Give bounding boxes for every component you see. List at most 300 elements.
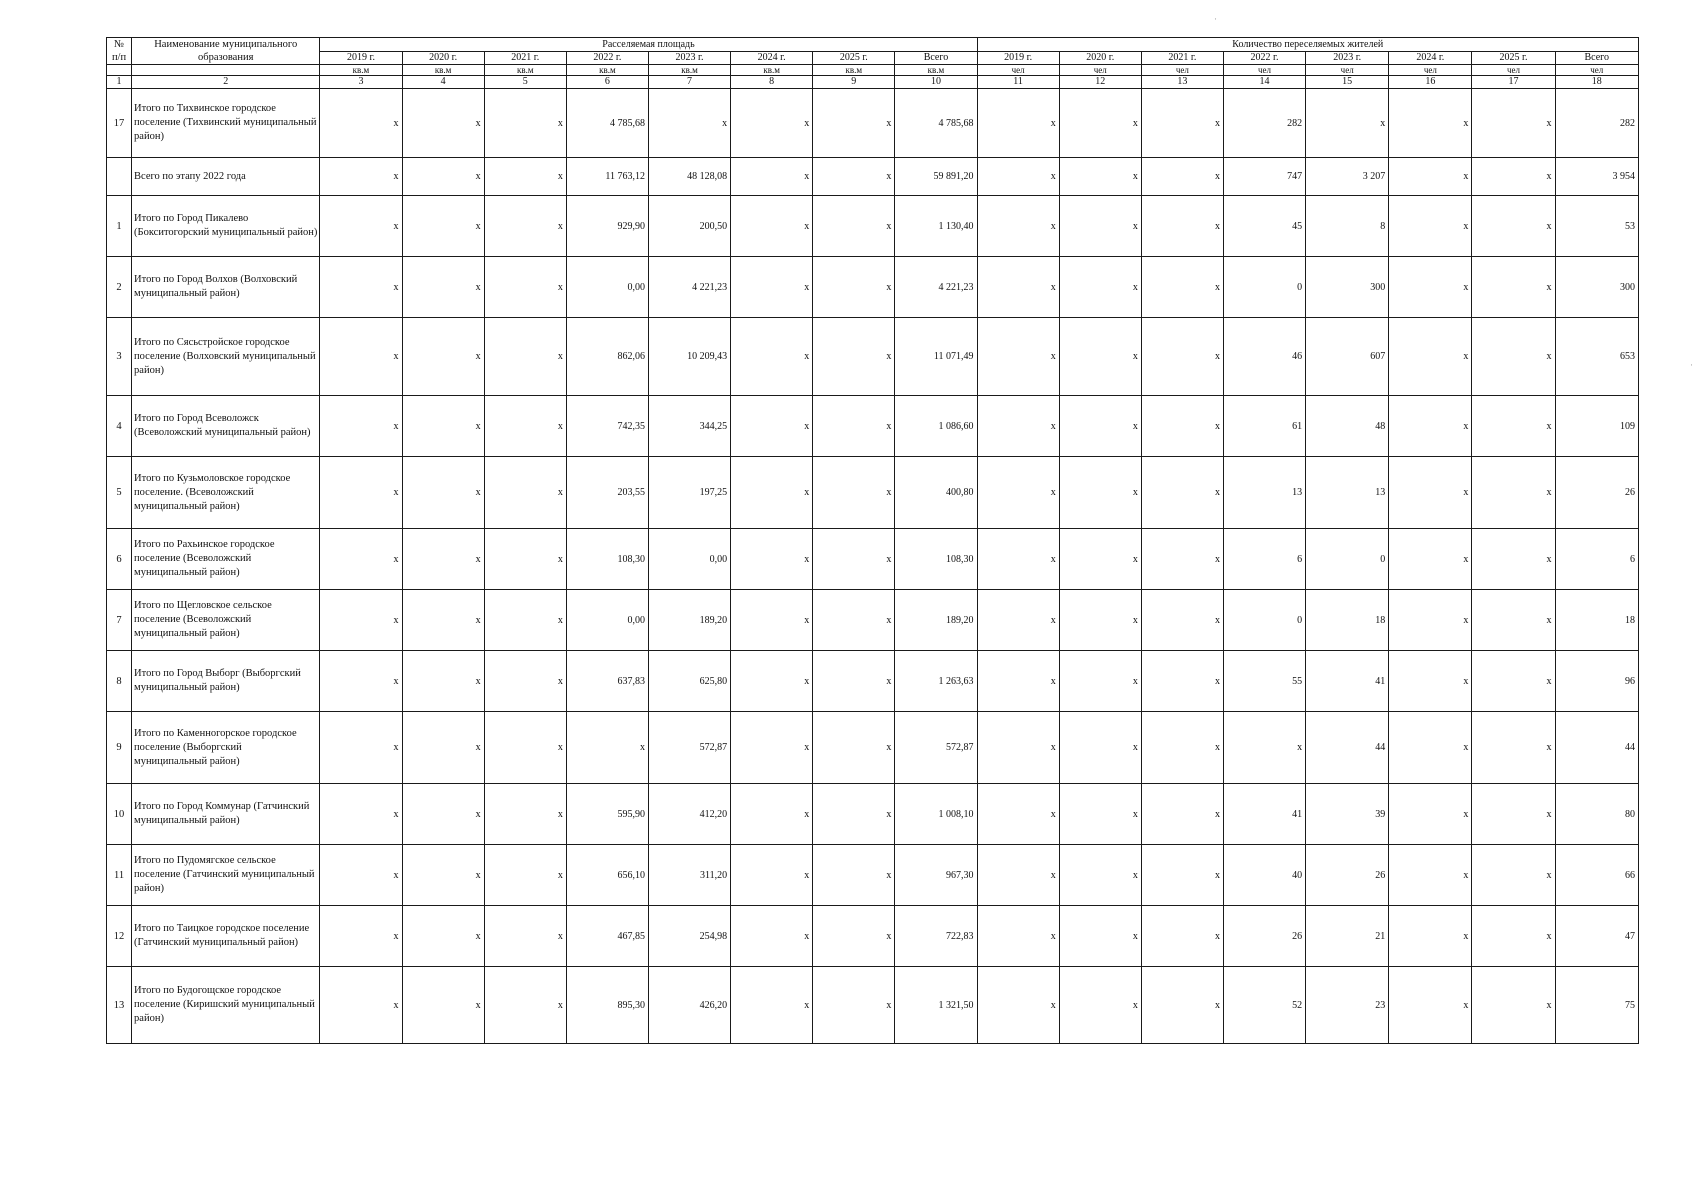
table-row bbox=[107, 318, 1639, 396]
area-value: x bbox=[402, 529, 484, 590]
people-value: x bbox=[1389, 651, 1472, 712]
years-header-row bbox=[107, 51, 1639, 65]
area-value: x bbox=[484, 712, 566, 784]
people-value: 6 bbox=[1223, 529, 1305, 590]
people-value: x bbox=[1223, 712, 1305, 784]
municipality-name: Итого по Сясьстройское городское поселение (Волховский муниципальный район) bbox=[132, 318, 320, 396]
people-year-header: 2022 г. bbox=[1223, 51, 1305, 65]
area-value: x bbox=[731, 967, 813, 1044]
municipality-name: Итого по Город Коммунар (Гатчинский муниципальный район) bbox=[132, 784, 320, 845]
municipality-name: Итого по Щегловское сельское поселение (Всеволожский муниципальный район) bbox=[132, 590, 320, 651]
column-number-cell: 13 bbox=[1141, 76, 1223, 89]
area-unit-cell: кв.м bbox=[813, 65, 895, 76]
area-value: 4 221,23 bbox=[648, 257, 730, 318]
people-unit-cell: чел bbox=[1472, 65, 1555, 76]
area-value: 10 209,43 bbox=[648, 318, 730, 396]
people-value: 282 bbox=[1555, 89, 1638, 158]
area-value: 1 130,40 bbox=[895, 196, 977, 257]
people-value: 66 bbox=[1555, 845, 1638, 906]
area-value: 344,25 bbox=[648, 396, 730, 457]
people-value: x bbox=[1141, 89, 1223, 158]
people-unit-cell: чел bbox=[977, 65, 1059, 76]
area-value: x bbox=[731, 89, 813, 158]
area-value: 929,90 bbox=[566, 196, 648, 257]
people-value: 13 bbox=[1223, 457, 1305, 529]
people-value: x bbox=[1059, 158, 1141, 196]
row-number: 4 bbox=[107, 396, 132, 457]
people-group-header: Количество переселяемых жителей bbox=[977, 38, 1638, 52]
row-number: 13 bbox=[107, 967, 132, 1044]
col-header-number: № п/п bbox=[107, 38, 132, 65]
municipality-name: Итого по Город Всеволожск (Всеволожский муниципальный район) bbox=[132, 396, 320, 457]
area-value: 108,30 bbox=[566, 529, 648, 590]
area-value: x bbox=[402, 651, 484, 712]
people-value: x bbox=[1141, 529, 1223, 590]
row-number: 5 bbox=[107, 457, 132, 529]
people-value: 109 bbox=[1555, 396, 1638, 457]
people-value: x bbox=[1472, 89, 1555, 158]
area-value: 48 128,08 bbox=[648, 158, 730, 196]
row-number: 11 bbox=[107, 845, 132, 906]
people-unit-cell: чел bbox=[1223, 65, 1305, 76]
area-value: x bbox=[484, 196, 566, 257]
area-value: x bbox=[402, 257, 484, 318]
people-value: 300 bbox=[1306, 257, 1389, 318]
area-value: x bbox=[813, 845, 895, 906]
area-value: x bbox=[402, 845, 484, 906]
people-value: x bbox=[1472, 318, 1555, 396]
people-value: x bbox=[977, 318, 1059, 396]
people-value: x bbox=[1472, 651, 1555, 712]
area-value: x bbox=[484, 967, 566, 1044]
area-value: x bbox=[813, 529, 895, 590]
table-row bbox=[107, 529, 1639, 590]
people-value: x bbox=[1472, 396, 1555, 457]
people-value: 26 bbox=[1306, 845, 1389, 906]
municipality-name: Итого по Город Выборг (Выборгский муниципальный район) bbox=[132, 651, 320, 712]
area-value: x bbox=[731, 257, 813, 318]
people-value: 300 bbox=[1555, 257, 1638, 318]
people-value: 80 bbox=[1555, 784, 1638, 845]
area-value: 1 263,63 bbox=[895, 651, 977, 712]
people-value: 653 bbox=[1555, 318, 1638, 396]
people-value: x bbox=[1059, 651, 1141, 712]
row-number: 8 bbox=[107, 651, 132, 712]
people-value: x bbox=[1389, 529, 1472, 590]
people-unit-cell: чел bbox=[1389, 65, 1472, 76]
unit-cell-empty bbox=[132, 65, 320, 76]
area-year-header: 2020 г. bbox=[402, 51, 484, 65]
people-value: 39 bbox=[1306, 784, 1389, 845]
area-year-header: 2023 г. bbox=[648, 51, 730, 65]
area-unit-cell: кв.м bbox=[402, 65, 484, 76]
area-value: 722,83 bbox=[895, 906, 977, 967]
area-value: x bbox=[484, 257, 566, 318]
table-row bbox=[107, 784, 1639, 845]
people-value: 47 bbox=[1555, 906, 1638, 967]
column-number-cell: 14 bbox=[1223, 76, 1305, 89]
people-value: 18 bbox=[1555, 590, 1638, 651]
people-value: 26 bbox=[1555, 457, 1638, 529]
people-value: 23 bbox=[1306, 967, 1389, 1044]
table-row bbox=[107, 257, 1639, 318]
people-value: x bbox=[977, 196, 1059, 257]
area-unit-cell: кв.м bbox=[731, 65, 813, 76]
area-unit-cell: кв.м bbox=[484, 65, 566, 76]
area-value: x bbox=[484, 784, 566, 845]
area-value: x bbox=[402, 784, 484, 845]
area-value: x bbox=[320, 590, 402, 651]
area-value: x bbox=[813, 784, 895, 845]
area-value: x bbox=[320, 906, 402, 967]
column-number-cell: 17 bbox=[1472, 76, 1555, 89]
municipality-name: Итого по Тихвинское городское поселение (Тихвинский муниципальный район) bbox=[132, 89, 320, 158]
people-value: x bbox=[1141, 906, 1223, 967]
people-value: x bbox=[1141, 967, 1223, 1044]
people-value: x bbox=[1389, 906, 1472, 967]
people-value: 46 bbox=[1223, 318, 1305, 396]
column-number-cell: 5 bbox=[484, 76, 566, 89]
area-year-header: 2022 г. bbox=[566, 51, 648, 65]
people-value: x bbox=[1389, 158, 1472, 196]
people-value: x bbox=[1389, 318, 1472, 396]
area-value: 625,80 bbox=[648, 651, 730, 712]
people-value: 607 bbox=[1306, 318, 1389, 396]
people-year-header: 2023 г. bbox=[1306, 51, 1389, 65]
people-year-header: 2025 г. bbox=[1472, 51, 1555, 65]
area-value: x bbox=[402, 89, 484, 158]
area-value: x bbox=[813, 396, 895, 457]
people-year-header: 2021 г. bbox=[1141, 51, 1223, 65]
column-number-cell: 3 bbox=[320, 76, 402, 89]
area-value: x bbox=[484, 89, 566, 158]
table-row bbox=[107, 396, 1639, 457]
people-value: x bbox=[1389, 967, 1472, 1044]
column-number-cell: 11 bbox=[977, 76, 1059, 89]
people-value: x bbox=[1059, 196, 1141, 257]
area-value: x bbox=[320, 529, 402, 590]
people-value: 53 bbox=[1555, 196, 1638, 257]
people-value: 13 bbox=[1306, 457, 1389, 529]
area-group-header: Расселяемая площадь bbox=[320, 38, 977, 52]
people-value: x bbox=[1141, 396, 1223, 457]
people-value: 3 954 bbox=[1555, 158, 1638, 196]
area-value: 11 071,49 bbox=[895, 318, 977, 396]
area-value: 203,55 bbox=[566, 457, 648, 529]
row-number: 10 bbox=[107, 784, 132, 845]
municipality-name: Итого по Таицкое городское поселение (Гатчинский муниципальный район) bbox=[132, 906, 320, 967]
area-value: 254,98 bbox=[648, 906, 730, 967]
people-value: x bbox=[977, 784, 1059, 845]
people-value: 44 bbox=[1306, 712, 1389, 784]
people-year-header: 2019 г. bbox=[977, 51, 1059, 65]
people-value: x bbox=[1141, 257, 1223, 318]
people-value: x bbox=[1389, 257, 1472, 318]
row-number: 6 bbox=[107, 529, 132, 590]
people-value: x bbox=[977, 396, 1059, 457]
area-value: 311,20 bbox=[648, 845, 730, 906]
people-value: x bbox=[1306, 89, 1389, 158]
area-value: x bbox=[731, 590, 813, 651]
area-unit-cell: кв.м bbox=[320, 65, 402, 76]
people-value: x bbox=[1472, 906, 1555, 967]
people-value: x bbox=[977, 457, 1059, 529]
area-value: x bbox=[813, 89, 895, 158]
area-value: x bbox=[484, 651, 566, 712]
area-unit-cell: кв.м bbox=[895, 65, 977, 76]
people-year-header: Всего bbox=[1555, 51, 1638, 65]
area-year-header: 2025 г. bbox=[813, 51, 895, 65]
area-value: x bbox=[813, 257, 895, 318]
people-value: x bbox=[1059, 457, 1141, 529]
people-value: x bbox=[1472, 457, 1555, 529]
people-value: 18 bbox=[1306, 590, 1389, 651]
area-value: x bbox=[813, 196, 895, 257]
area-value: x bbox=[813, 590, 895, 651]
people-value: 0 bbox=[1223, 590, 1305, 651]
column-number-cell: 9 bbox=[813, 76, 895, 89]
people-value: x bbox=[1059, 590, 1141, 651]
people-value: x bbox=[1389, 396, 1472, 457]
area-year-header: 2019 г. bbox=[320, 51, 402, 65]
people-value: x bbox=[977, 651, 1059, 712]
municipality-name: Итого по Кузьмоловское городское поселение. (Всеволожский муниципальный район) bbox=[132, 457, 320, 529]
people-value: x bbox=[977, 158, 1059, 196]
row-number: 7 bbox=[107, 590, 132, 651]
people-value: x bbox=[977, 590, 1059, 651]
area-value: x bbox=[320, 651, 402, 712]
people-value: x bbox=[1472, 196, 1555, 257]
people-value: x bbox=[1141, 845, 1223, 906]
column-number-cell: 8 bbox=[731, 76, 813, 89]
people-value: 48 bbox=[1306, 396, 1389, 457]
municipality-name: Итого по Будогощское городское поселение (Киришский муниципальный район) bbox=[132, 967, 320, 1044]
people-value: x bbox=[1059, 257, 1141, 318]
municipality-name: Итого по Город Волхов (Волховский муниципальный район) bbox=[132, 257, 320, 318]
table-row bbox=[107, 196, 1639, 257]
area-value: x bbox=[484, 529, 566, 590]
area-value: x bbox=[402, 457, 484, 529]
people-value: x bbox=[977, 712, 1059, 784]
people-value: x bbox=[1472, 712, 1555, 784]
people-unit-cell: чел bbox=[1555, 65, 1638, 76]
people-value: x bbox=[1472, 967, 1555, 1044]
area-value: x bbox=[402, 906, 484, 967]
scan-speck: · bbox=[1690, 360, 1693, 370]
area-value: x bbox=[320, 196, 402, 257]
municipality-name: Итого по Каменногорское городское поселение (Выборгский муниципальный район) bbox=[132, 712, 320, 784]
area-value: x bbox=[648, 89, 730, 158]
area-value: 967,30 bbox=[895, 845, 977, 906]
area-value: 1 008,10 bbox=[895, 784, 977, 845]
area-value: 656,10 bbox=[566, 845, 648, 906]
area-value: 637,83 bbox=[566, 651, 648, 712]
table-row bbox=[107, 158, 1639, 196]
area-value: 467,85 bbox=[566, 906, 648, 967]
area-value: x bbox=[484, 318, 566, 396]
people-value: x bbox=[977, 906, 1059, 967]
resettlement-table bbox=[106, 37, 1639, 1044]
area-value: 742,35 bbox=[566, 396, 648, 457]
people-year-header: 2024 г. bbox=[1389, 51, 1472, 65]
area-value: x bbox=[484, 158, 566, 196]
column-number-cell: 4 bbox=[402, 76, 484, 89]
people-unit-cell: чел bbox=[1059, 65, 1141, 76]
people-value: x bbox=[977, 967, 1059, 1044]
people-value: x bbox=[1472, 257, 1555, 318]
area-value: 200,50 bbox=[648, 196, 730, 257]
people-value: 3 207 bbox=[1306, 158, 1389, 196]
area-value: 412,20 bbox=[648, 784, 730, 845]
people-value: x bbox=[1389, 196, 1472, 257]
people-value: 6 bbox=[1555, 529, 1638, 590]
column-number-cell: 18 bbox=[1555, 76, 1638, 89]
people-value: x bbox=[1059, 784, 1141, 845]
people-value: 747 bbox=[1223, 158, 1305, 196]
area-value: x bbox=[731, 784, 813, 845]
people-value: x bbox=[977, 529, 1059, 590]
area-value: x bbox=[813, 712, 895, 784]
table-row bbox=[107, 590, 1639, 651]
people-value: x bbox=[1389, 845, 1472, 906]
people-value: x bbox=[1059, 967, 1141, 1044]
people-value: x bbox=[1472, 784, 1555, 845]
area-value: x bbox=[320, 396, 402, 457]
people-value: x bbox=[1141, 318, 1223, 396]
people-value: x bbox=[1141, 784, 1223, 845]
column-numbers-row bbox=[107, 76, 1639, 89]
table-row bbox=[107, 906, 1639, 967]
people-value: x bbox=[1059, 845, 1141, 906]
area-value: x bbox=[484, 396, 566, 457]
people-value: 45 bbox=[1223, 196, 1305, 257]
area-value: x bbox=[813, 906, 895, 967]
area-value: x bbox=[402, 396, 484, 457]
area-value: 0,00 bbox=[566, 257, 648, 318]
table-row bbox=[107, 845, 1639, 906]
table-row bbox=[107, 457, 1639, 529]
area-value: x bbox=[566, 712, 648, 784]
people-year-header: 2020 г. bbox=[1059, 51, 1141, 65]
people-value: x bbox=[1389, 89, 1472, 158]
row-number: 12 bbox=[107, 906, 132, 967]
column-number-cell: 15 bbox=[1306, 76, 1389, 89]
area-unit-cell: кв.м bbox=[648, 65, 730, 76]
area-value: 189,20 bbox=[895, 590, 977, 651]
people-value: x bbox=[1059, 318, 1141, 396]
area-value: 4 785,68 bbox=[895, 89, 977, 158]
municipality-name: Итого по Рахьинское городское поселение (Всеволожский муниципальный район) bbox=[132, 529, 320, 590]
people-value: x bbox=[1472, 845, 1555, 906]
area-value: 400,80 bbox=[895, 457, 977, 529]
row-number: 1 bbox=[107, 196, 132, 257]
people-unit-cell: чел bbox=[1141, 65, 1223, 76]
area-value: 197,25 bbox=[648, 457, 730, 529]
area-value: 59 891,20 bbox=[895, 158, 977, 196]
people-value: 21 bbox=[1306, 906, 1389, 967]
row-number bbox=[107, 158, 132, 196]
area-value: x bbox=[813, 457, 895, 529]
area-value: x bbox=[402, 590, 484, 651]
municipality-name: Итого по Пудомягское сельское поселение (Гатчинский муниципальный район) bbox=[132, 845, 320, 906]
area-value: x bbox=[320, 712, 402, 784]
area-value: x bbox=[484, 457, 566, 529]
table-row bbox=[107, 712, 1639, 784]
people-value: 55 bbox=[1223, 651, 1305, 712]
row-number: 17 bbox=[107, 89, 132, 158]
area-value: 595,90 bbox=[566, 784, 648, 845]
people-value: 41 bbox=[1223, 784, 1305, 845]
people-value: x bbox=[1472, 590, 1555, 651]
area-value: x bbox=[320, 784, 402, 845]
people-value: 282 bbox=[1223, 89, 1305, 158]
column-number-cell: 12 bbox=[1059, 76, 1141, 89]
people-unit-cell: чел bbox=[1306, 65, 1389, 76]
people-value: 52 bbox=[1223, 967, 1305, 1044]
area-value: x bbox=[484, 845, 566, 906]
area-year-header: 2024 г. bbox=[731, 51, 813, 65]
people-value: 40 bbox=[1223, 845, 1305, 906]
row-number: 9 bbox=[107, 712, 132, 784]
people-value: x bbox=[1141, 590, 1223, 651]
people-value: x bbox=[977, 89, 1059, 158]
row-number: 2 bbox=[107, 257, 132, 318]
area-value: x bbox=[731, 651, 813, 712]
scan-speck: · bbox=[1214, 14, 1217, 24]
area-value: x bbox=[731, 196, 813, 257]
area-value: x bbox=[320, 89, 402, 158]
table-row bbox=[107, 967, 1639, 1044]
people-value: x bbox=[977, 257, 1059, 318]
area-value: 895,30 bbox=[566, 967, 648, 1044]
column-number-cell: 7 bbox=[648, 76, 730, 89]
people-value: x bbox=[1059, 712, 1141, 784]
area-value: x bbox=[484, 906, 566, 967]
people-value: x bbox=[1389, 712, 1472, 784]
area-value: 0,00 bbox=[648, 529, 730, 590]
people-value: x bbox=[1389, 457, 1472, 529]
area-value: x bbox=[731, 845, 813, 906]
people-value: x bbox=[1389, 784, 1472, 845]
column-number-cell: 6 bbox=[566, 76, 648, 89]
area-value: x bbox=[320, 457, 402, 529]
unit-cell-empty bbox=[107, 65, 132, 76]
area-value: 1 321,50 bbox=[895, 967, 977, 1044]
people-value: x bbox=[1141, 712, 1223, 784]
area-value: 1 086,60 bbox=[895, 396, 977, 457]
area-value: x bbox=[731, 529, 813, 590]
people-value: x bbox=[1472, 158, 1555, 196]
people-value: x bbox=[1059, 396, 1141, 457]
area-value: x bbox=[731, 906, 813, 967]
area-value: 572,87 bbox=[895, 712, 977, 784]
people-value: 41 bbox=[1306, 651, 1389, 712]
area-value: x bbox=[731, 457, 813, 529]
area-value: x bbox=[731, 158, 813, 196]
area-value: 0,00 bbox=[566, 590, 648, 651]
people-value: 44 bbox=[1555, 712, 1638, 784]
area-value: x bbox=[731, 318, 813, 396]
area-value: x bbox=[813, 158, 895, 196]
people-value: 0 bbox=[1223, 257, 1305, 318]
people-value: 61 bbox=[1223, 396, 1305, 457]
municipality-name: Всего по этапу 2022 года bbox=[132, 158, 320, 196]
table-row bbox=[107, 89, 1639, 158]
area-year-header: 2021 г. bbox=[484, 51, 566, 65]
people-value: x bbox=[1141, 651, 1223, 712]
area-value: x bbox=[813, 651, 895, 712]
area-value: x bbox=[320, 845, 402, 906]
